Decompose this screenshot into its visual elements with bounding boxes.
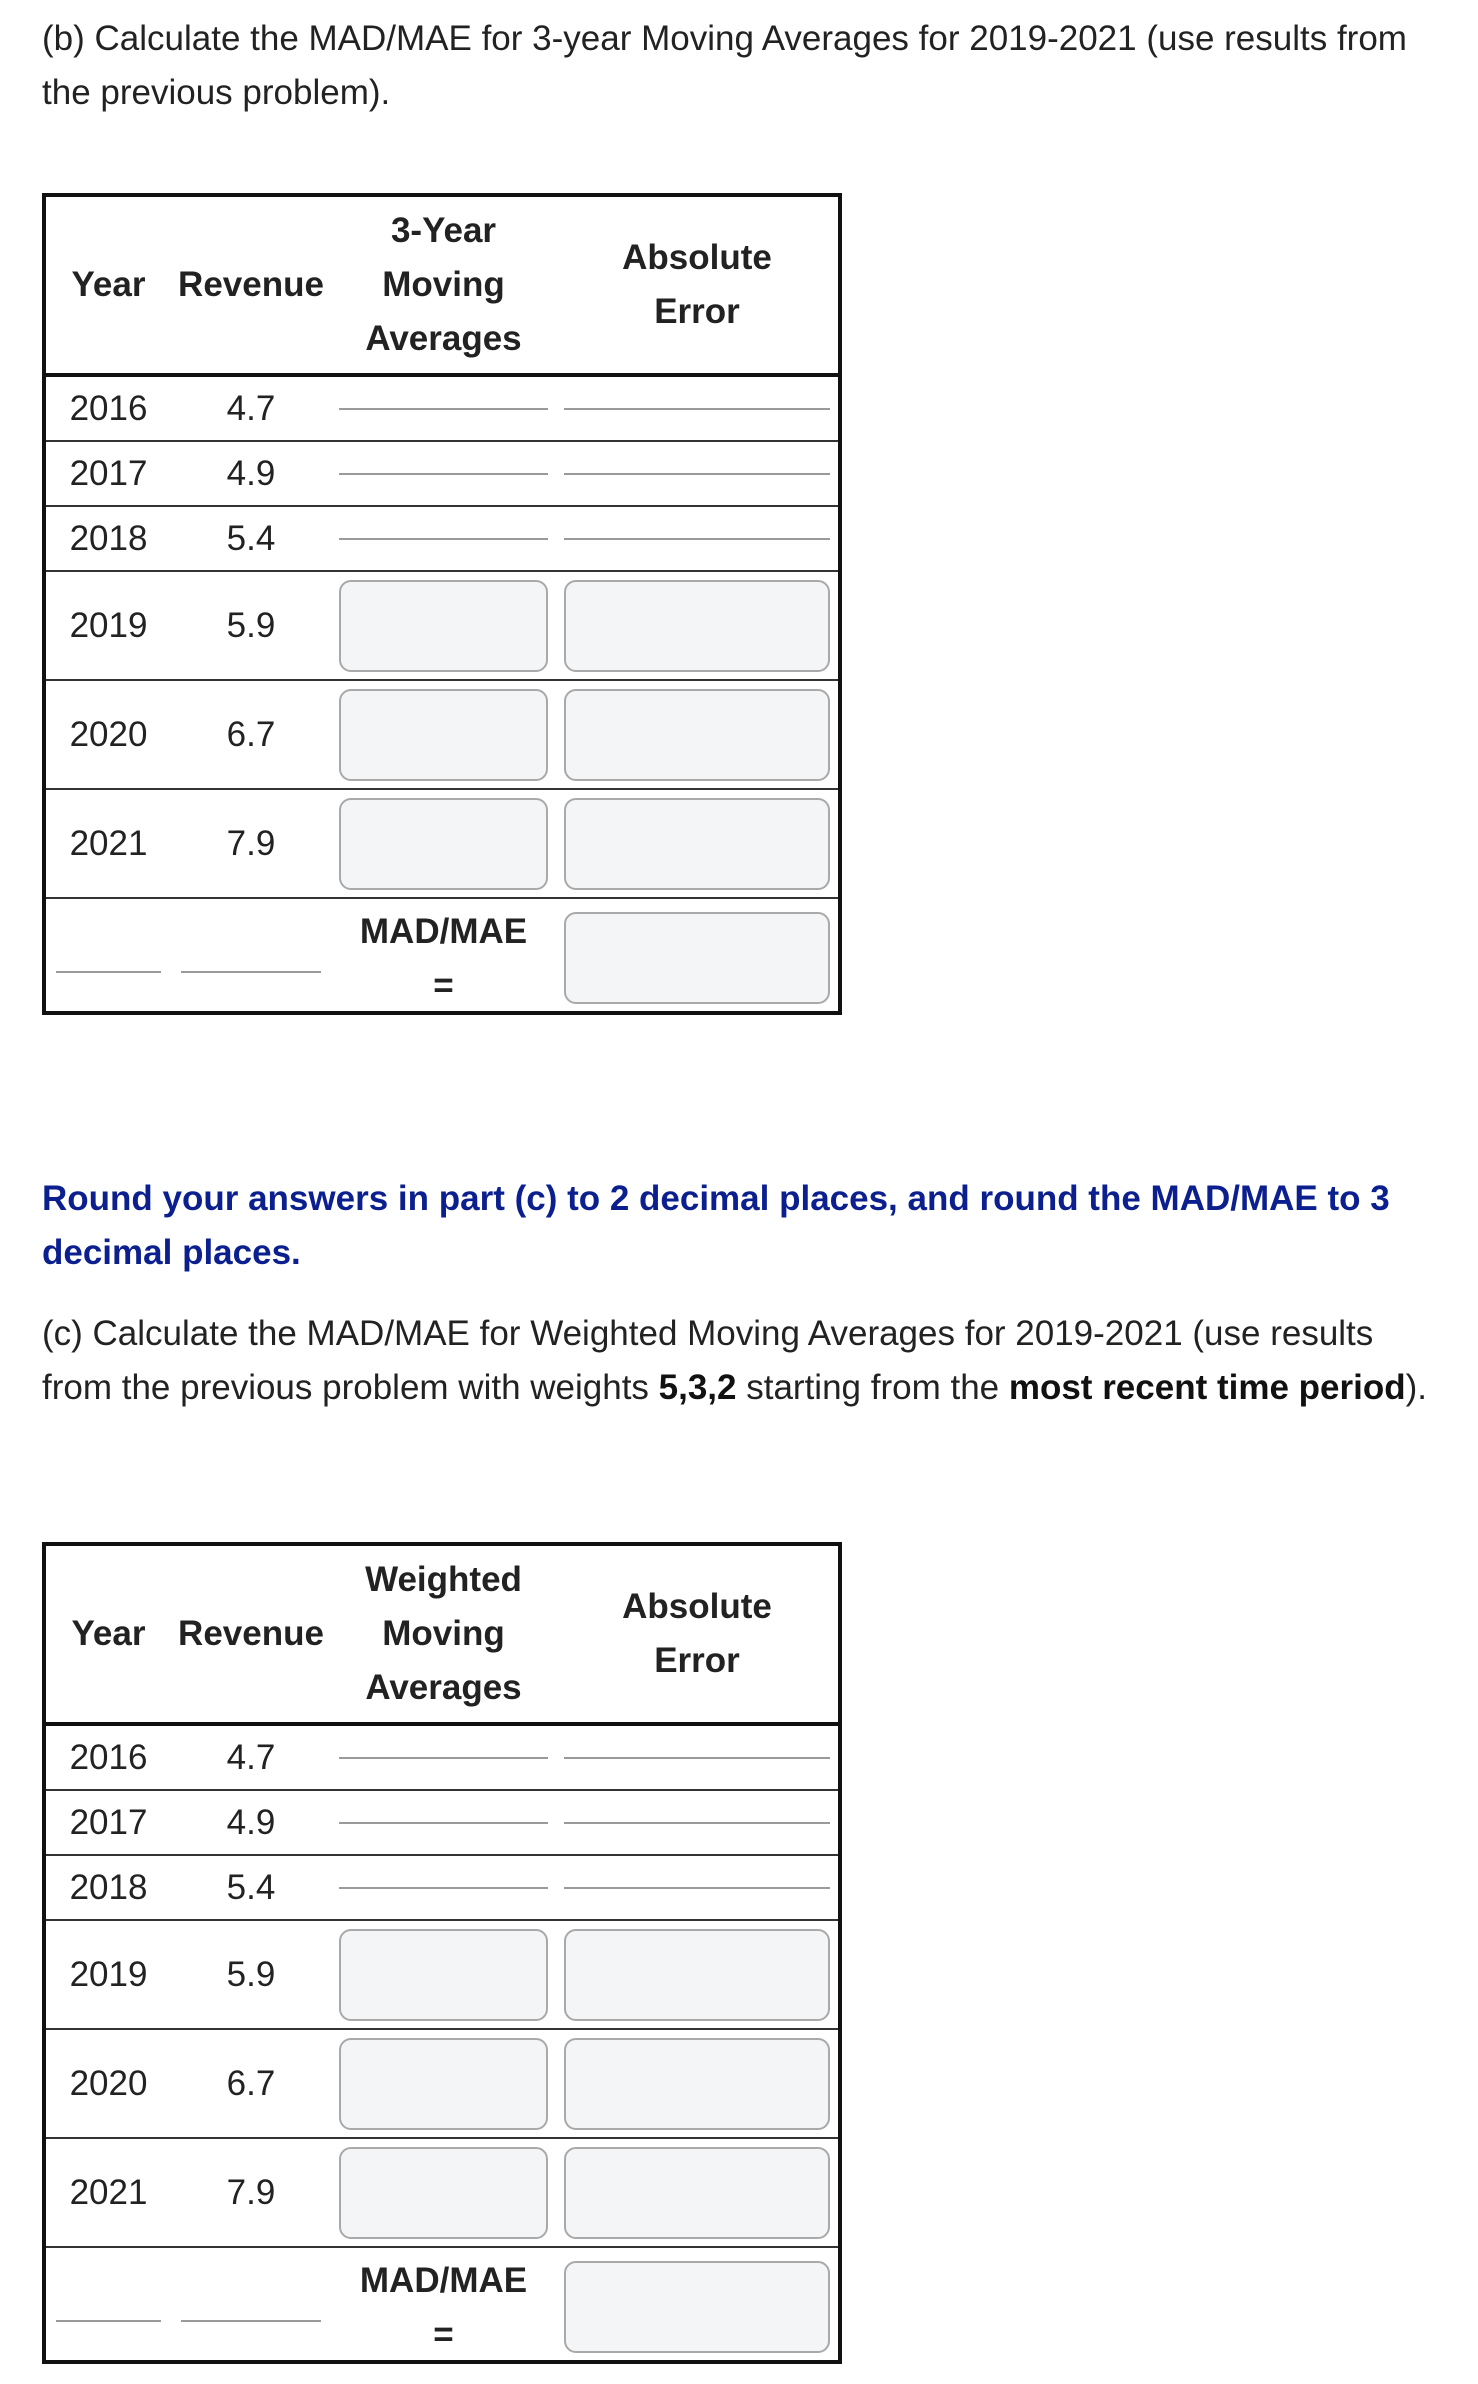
absolute-error-input-2019[interactable] xyxy=(564,1929,830,2021)
table-header xyxy=(46,197,838,377)
table-header xyxy=(46,1546,838,1726)
year-cell: 2018 xyxy=(69,1867,148,1907)
year-cell: 2021 xyxy=(69,823,148,863)
blank-cell xyxy=(56,971,161,973)
blank-cell xyxy=(181,2320,321,2322)
part-c-question xyxy=(42,1307,1442,1415)
header-method-line2: Moving xyxy=(382,265,505,304)
table-row xyxy=(46,442,838,507)
part-c-question-mid: starting from the xyxy=(736,1368,1009,1407)
absolute-error-input-2021[interactable] xyxy=(564,798,830,890)
blank-cell xyxy=(181,971,321,973)
part-b-question: (b) Calculate the MAD/MAE for 3-year Moving Averages for 2019-2021 (use results from the previous problem). xyxy=(42,19,1407,112)
rounding-note: Round your answers in part (c) to 2 decimal places, and round the MAD/MAE to 3 decimal places. xyxy=(42,1179,1390,1272)
blank-cell xyxy=(339,538,548,540)
blank-cell xyxy=(564,1822,830,1824)
revenue-cell: 5.4 xyxy=(226,518,276,558)
blank-cell xyxy=(564,1757,830,1759)
moving-average-input-2019[interactable] xyxy=(339,580,548,672)
header-error-line2: Error xyxy=(654,292,740,331)
year-cell: 2020 xyxy=(69,714,148,754)
table-row xyxy=(46,572,838,681)
table-row xyxy=(46,1791,838,1856)
year-cell: 2016 xyxy=(69,1737,148,1777)
table-row xyxy=(46,2030,838,2139)
year-cell: 2019 xyxy=(69,605,148,645)
blank-cell xyxy=(564,473,830,475)
weighted-average-input-2020[interactable] xyxy=(339,2038,548,2130)
header-year: Year xyxy=(71,1614,146,1653)
table-row xyxy=(46,1921,838,2030)
absolute-error-input-2020[interactable] xyxy=(564,689,830,781)
part-c-question-end: ). xyxy=(1405,1368,1427,1407)
header-method-line3: Averages xyxy=(365,1668,522,1707)
table-row xyxy=(46,2139,838,2248)
table-row xyxy=(46,507,838,572)
table-row xyxy=(46,681,838,790)
header-method-line3: Averages xyxy=(365,319,522,358)
header-error-line2: Error xyxy=(654,1641,740,1680)
revenue-cell: 5.4 xyxy=(226,1867,276,1907)
revenue-cell: 4.7 xyxy=(226,1737,276,1777)
revenue-cell: 6.7 xyxy=(226,714,276,754)
revenue-cell: 4.9 xyxy=(226,1802,276,1842)
header-revenue: Revenue xyxy=(178,265,324,304)
header-method xyxy=(331,1553,556,1715)
revenue-cell: 4.7 xyxy=(226,388,276,428)
revenue-cell: 5.9 xyxy=(226,605,276,645)
year-cell: 2019 xyxy=(69,1954,148,1994)
blank-cell xyxy=(56,2320,161,2322)
mad-row xyxy=(46,899,838,1017)
mad-input[interactable] xyxy=(564,2261,830,2353)
weighted-average-input-2021[interactable] xyxy=(339,2147,548,2239)
revenue-cell: 5.9 xyxy=(226,1954,276,1994)
blank-cell xyxy=(339,1887,548,1889)
absolute-error-input-2021[interactable] xyxy=(564,2147,830,2239)
blank-cell xyxy=(339,1757,548,1759)
year-cell: 2017 xyxy=(69,453,148,493)
blank-cell xyxy=(339,1822,548,1824)
year-cell: 2020 xyxy=(69,2063,148,2103)
year-cell: 2017 xyxy=(69,1802,148,1842)
blank-cell xyxy=(339,408,548,410)
table-row xyxy=(46,1856,838,1921)
blank-cell xyxy=(564,538,830,540)
year-cell: 2016 xyxy=(69,388,148,428)
revenue-cell: 6.7 xyxy=(226,2063,276,2103)
header-error-line1: Absolute xyxy=(622,238,772,277)
mad-label xyxy=(331,2248,556,2362)
header-error xyxy=(556,1580,838,1688)
header-year: Year xyxy=(71,265,146,304)
weights-value: 5,3,2 xyxy=(658,1368,737,1407)
weighted-average-input-2019[interactable] xyxy=(339,1929,548,2021)
absolute-error-input-2019[interactable] xyxy=(564,580,830,672)
part-c-question-start: (c) Calculate the MAD/MAE for Weighted Moving Averages for 2019-2021 (use results from the previous problem with weights xyxy=(42,1314,1374,1407)
table-weighted-moving-averages xyxy=(42,1542,842,2364)
table-3yr-moving-averages xyxy=(42,193,842,1015)
header-method-line2: Moving xyxy=(382,1614,505,1653)
revenue-cell: 7.9 xyxy=(226,2172,276,2212)
mad-input[interactable] xyxy=(564,912,830,1004)
year-cell: 2018 xyxy=(69,518,148,558)
blank-cell xyxy=(564,408,830,410)
revenue-cell: 7.9 xyxy=(226,823,276,863)
header-method-line1: 3-Year xyxy=(390,211,497,250)
mad-equals: = xyxy=(433,966,454,1005)
header-revenue: Revenue xyxy=(178,1614,324,1653)
mad-label xyxy=(331,899,556,1013)
blank-cell xyxy=(339,473,548,475)
year-cell: 2021 xyxy=(69,2172,148,2212)
absolute-error-input-2020[interactable] xyxy=(564,2038,830,2130)
table-row xyxy=(46,790,838,899)
header-method xyxy=(331,204,556,366)
header-error-line1: Absolute xyxy=(622,1587,772,1626)
moving-average-input-2021[interactable] xyxy=(339,798,548,890)
revenue-cell: 4.9 xyxy=(226,453,276,493)
mad-equals: = xyxy=(433,2315,454,2354)
mad-label-text: MAD/MAE xyxy=(359,912,528,951)
table-row xyxy=(46,1726,838,1791)
blank-cell xyxy=(564,1887,830,1889)
header-method-line1: Weighted xyxy=(365,1560,522,1599)
part-c-emphasis: most recent time period xyxy=(1008,1368,1406,1407)
header-error xyxy=(556,231,838,339)
moving-average-input-2020[interactable] xyxy=(339,689,548,781)
table-row xyxy=(46,377,838,442)
mad-row xyxy=(46,2248,838,2366)
mad-label-text: MAD/MAE xyxy=(359,2261,528,2300)
